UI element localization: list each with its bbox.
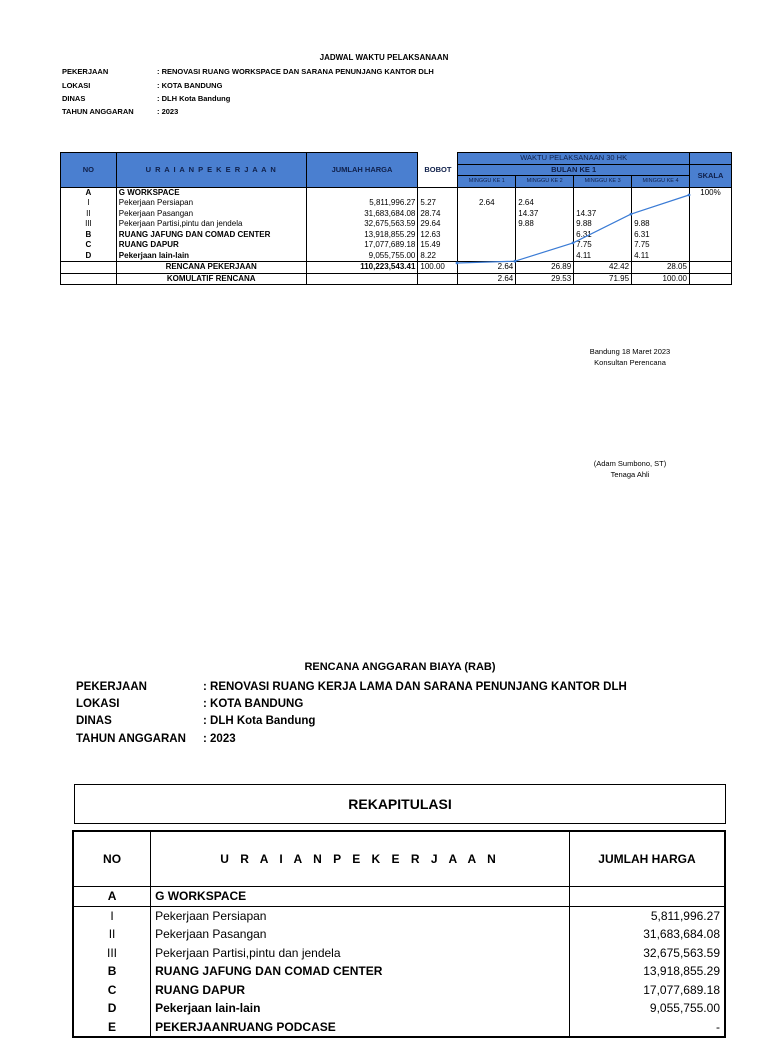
row-uraian: RUANG DAPUR: [151, 981, 570, 1000]
row-jumlah: 31,683,684.08: [306, 209, 418, 220]
row-uraian: RUANG JAFUNG DAN COMAD CENTER: [116, 230, 306, 241]
row-bobot: 29.64: [418, 219, 458, 230]
info-label: LOKASI: [62, 81, 91, 90]
row-week-4: 9.88: [632, 219, 690, 230]
row-no: C: [73, 981, 151, 1000]
table-row: [73, 1018, 725, 1038]
empty-cell: [418, 273, 458, 285]
info-value: : 2023: [157, 107, 179, 116]
row-uraian: RUANG DAPUR: [116, 240, 306, 251]
row-week-2: [516, 230, 574, 241]
row-no: I: [61, 198, 117, 209]
row-week-2: [516, 187, 574, 198]
table-row: [73, 962, 725, 981]
row-week-2: 2.64: [516, 198, 574, 209]
table-row: [73, 906, 725, 925]
row-no: A: [61, 187, 117, 198]
empty-cell: [689, 262, 731, 274]
row-week-4: [632, 209, 690, 220]
row-uraian: Pekerjaan Persiapan: [116, 198, 306, 209]
rencana-week-2: 26.89: [516, 262, 574, 274]
rab-col-uraian: U R A I A N P E K E R J A A N: [151, 831, 570, 887]
schedule-body: [61, 187, 732, 285]
row-no: II: [73, 925, 151, 944]
row-week-4: 7.75: [632, 240, 690, 251]
kumulatif-row: [61, 273, 732, 285]
table-row: [73, 999, 725, 1018]
row-week-3: 4.11: [574, 251, 632, 262]
col-jumlah: JUMLAH HARGA: [306, 153, 418, 188]
row-week-3: [574, 198, 632, 209]
kumulatif-week-4: 100.00: [632, 273, 690, 285]
rab-body: [73, 887, 725, 1038]
row-no: III: [73, 944, 151, 963]
table-row: [61, 198, 732, 209]
row-uraian: G WORKSPACE: [116, 187, 306, 198]
info-label: LOKASI: [76, 698, 120, 710]
rab-table: [72, 830, 726, 1038]
empty-cell: [689, 273, 731, 285]
row-bobot: 8.22: [418, 251, 458, 262]
row-jumlah: 13,918,855.29: [306, 230, 418, 241]
row-uraian: Pekerjaan Partisi,pintu dan jendela: [116, 219, 306, 230]
row-jumlah: 17,077,689.18: [569, 981, 725, 1000]
row-week-4: 4.11: [632, 251, 690, 262]
row-no: C: [61, 240, 117, 251]
table-row: [61, 219, 732, 230]
info-label: PEKERJAAN: [76, 681, 147, 693]
col-bulan: BULAN KE 1: [458, 164, 690, 176]
schedule-title: JADWAL WAKTU PELAKSANAAN: [319, 53, 449, 62]
table-row: [61, 187, 732, 198]
row-uraian: G WORKSPACE: [151, 887, 570, 907]
row-no: A: [73, 887, 151, 907]
row-jumlah: [569, 887, 725, 907]
info-value: : KOTA BANDUNG: [203, 698, 304, 710]
row-uraian: Pekerjaan Pasangan: [116, 209, 306, 220]
info-label: PEKERJAAN: [62, 67, 109, 76]
row-bobot: 15.49: [418, 240, 458, 251]
col-week-4: MINGGU KE 4: [632, 176, 690, 188]
row-week-4: [632, 198, 690, 209]
info-value: : DLH Kota Bandung: [203, 715, 316, 727]
empty-cell: [61, 273, 117, 285]
rab-col-no: NO: [73, 831, 151, 887]
row-uraian: Pekerjaan Partisi,pintu dan jendela: [151, 944, 570, 963]
rencana-row: [61, 262, 732, 274]
table-row: [61, 209, 732, 220]
row-jumlah: 5,811,996.27: [569, 906, 725, 925]
row-skala: 100%: [689, 187, 731, 198]
table-row: [61, 251, 732, 262]
rab-col-jumlah: JUMLAH HARGA: [569, 831, 725, 887]
row-jumlah: -: [569, 1018, 725, 1038]
row-no: II: [61, 209, 117, 220]
row-week-1: [458, 219, 516, 230]
info-label: DINAS: [62, 94, 86, 103]
row-jumlah: [306, 187, 418, 198]
rencana-week-3: 42.42: [574, 262, 632, 274]
signature-role: Konsultan Perencana: [594, 358, 666, 367]
row-skala: [689, 209, 731, 220]
col-bobot: BOBOT: [418, 153, 458, 188]
row-week-1: [458, 251, 516, 262]
table-row: [61, 230, 732, 241]
row-week-3: 6.31: [574, 230, 632, 241]
kumulatif-week-2: 29.53: [516, 273, 574, 285]
row-week-3: [574, 187, 632, 198]
table-row: [73, 925, 725, 944]
rencana-bobot: 100.00: [418, 262, 458, 274]
rencana-jumlah: 110,223,543.41: [306, 262, 418, 274]
row-week-2: [516, 251, 574, 262]
row-week-4: [632, 187, 690, 198]
row-week-3: 9.88: [574, 219, 632, 230]
row-no: III: [61, 219, 117, 230]
row-week-1: [458, 230, 516, 241]
kumulatif-week-3: 71.95: [574, 273, 632, 285]
row-uraian: PEKERJAANRUANG PODCASE: [151, 1018, 570, 1038]
row-no: D: [73, 999, 151, 1018]
row-uraian: Pekerjaan lain-lain: [116, 251, 306, 262]
rab-title: RENCANA ANGGARAN BIAYA (RAB): [304, 661, 496, 673]
col-uraian: U R A I A N P E K E R J A A N: [116, 153, 306, 188]
info-value: : RENOVASI RUANG WORKSPACE DAN SARANA PENUNJANG KANTOR DLH: [157, 67, 434, 76]
row-no: E: [73, 1018, 151, 1038]
row-week-2: [516, 240, 574, 251]
col-skala-top: [689, 153, 731, 165]
info-value: : DLH Kota Bandung: [157, 94, 231, 103]
row-bobot: [418, 187, 458, 198]
row-jumlah: 13,918,855.29: [569, 962, 725, 981]
row-uraian: Pekerjaan Pasangan: [151, 925, 570, 944]
row-skala: [689, 219, 731, 230]
row-week-1: [458, 240, 516, 251]
row-jumlah: 32,675,563.59: [569, 944, 725, 963]
row-week-4: 6.31: [632, 230, 690, 241]
rencana-label: RENCANA PEKERJAAN: [116, 262, 306, 274]
info-value: : RENOVASI RUANG KERJA LAMA DAN SARANA PENUNJANG KANTOR DLH: [203, 681, 627, 693]
col-no: NO: [61, 153, 117, 188]
info-value: : 2023: [203, 733, 236, 745]
info-label: TAHUN ANGGARAN: [62, 107, 134, 116]
row-no: D: [61, 251, 117, 262]
rencana-week-1: 2.64: [458, 262, 516, 274]
rencana-week-4: 28.05: [632, 262, 690, 274]
empty-cell: [306, 273, 418, 285]
row-week-2: 14.37: [516, 209, 574, 220]
row-bobot: 5.27: [418, 198, 458, 209]
row-no: B: [73, 962, 151, 981]
table-row: [61, 240, 732, 251]
table-row: [73, 887, 725, 907]
signature-date: Bandung 18 Maret 2023: [589, 347, 671, 356]
row-week-2: 9.88: [516, 219, 574, 230]
row-jumlah: 32,675,563.59: [306, 219, 418, 230]
table-row: [73, 981, 725, 1000]
row-week-3: 14.37: [574, 209, 632, 220]
row-week-1: [458, 209, 516, 220]
kumulatif-week-1: 2.64: [458, 273, 516, 285]
row-skala: [689, 251, 731, 262]
table-row: [73, 944, 725, 963]
col-week-3: MINGGU KE 3: [574, 176, 632, 188]
row-bobot: 12.63: [418, 230, 458, 241]
row-skala: [689, 240, 731, 251]
signature-title: Tenaga Ahli: [610, 470, 650, 479]
schedule-table: [60, 152, 732, 285]
kumulatif-label: KOMULATIF RENCANA: [116, 273, 306, 285]
empty-cell: [61, 262, 117, 274]
row-uraian: RUANG JAFUNG DAN COMAD CENTER: [151, 962, 570, 981]
row-no: B: [61, 230, 117, 241]
col-week-1: MINGGU KE 1: [458, 176, 516, 188]
signature-name: (Adam Sumbono, ST): [593, 459, 667, 468]
row-week-1: [458, 187, 516, 198]
row-week-1: 2.64: [458, 198, 516, 209]
row-week-3: 7.75: [574, 240, 632, 251]
col-skala: SKALA: [689, 164, 731, 187]
info-label: DINAS: [76, 715, 112, 727]
col-week-2: MINGGU KE 2: [516, 176, 574, 188]
row-uraian: Pekerjaan Persiapan: [151, 906, 570, 925]
row-skala: [689, 230, 731, 241]
row-jumlah: 17,077,689.18: [306, 240, 418, 251]
row-skala: [689, 198, 731, 209]
row-no: I: [73, 906, 151, 925]
row-jumlah: 9,055,755.00: [569, 999, 725, 1018]
info-value: : KOTA BANDUNG: [157, 81, 223, 90]
row-jumlah: 31,683,684.08: [569, 925, 725, 944]
rekapitulasi-heading: REKAPITULASI: [74, 784, 726, 824]
info-label: TAHUN ANGGARAN: [76, 733, 186, 745]
row-jumlah: 5,811,996.27: [306, 198, 418, 209]
row-jumlah: 9,055,755.00: [306, 251, 418, 262]
col-waktu: WAKTU PELAKSANAAN 30 HK: [458, 153, 690, 165]
row-uraian: Pekerjaan lain-lain: [151, 999, 570, 1018]
row-bobot: 28.74: [418, 209, 458, 220]
